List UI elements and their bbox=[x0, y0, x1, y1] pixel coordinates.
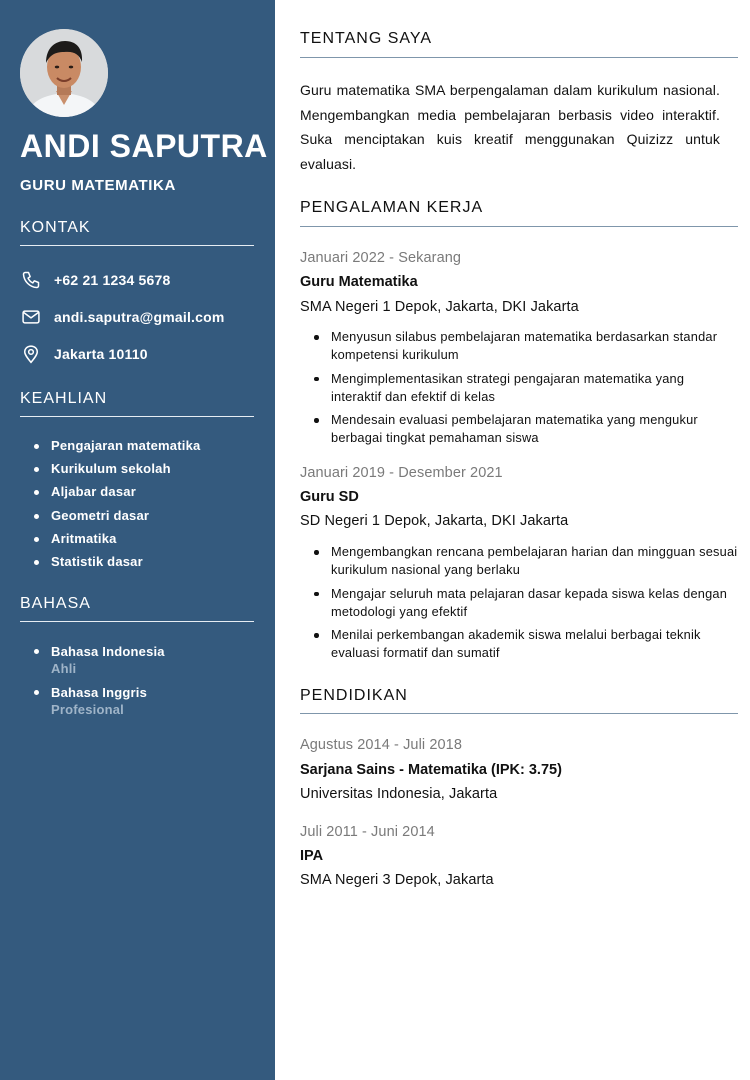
contact-location bbox=[20, 343, 148, 365]
contact-heading: KONTAK bbox=[20, 219, 91, 236]
about-divider bbox=[300, 57, 738, 58]
language-item bbox=[34, 643, 165, 684]
skill-item: Kurikulum sekolah bbox=[34, 457, 200, 480]
job-bullet: Menyusun silabus pembelajaran matematika berdasarkan standar kompetensi kurikulum bbox=[314, 328, 738, 364]
job-place: SMA Negeri 1 Depok, Jakarta, DKI Jakarta bbox=[300, 299, 579, 315]
education-school: Universitas Indonesia, Jakarta bbox=[300, 786, 498, 802]
phone-icon bbox=[20, 269, 42, 291]
experience-divider bbox=[300, 226, 738, 227]
skill-item: Pengajaran matematika bbox=[34, 434, 200, 457]
job-bullet: Mengimplementasikan strategi pengajaran matematika yang interaktif dan efektif di kelas bbox=[314, 370, 738, 406]
education-heading: PENDIDIKAN bbox=[300, 687, 408, 704]
job-bullet: Mendesain evaluasi pembelajaran matematika yang mengukur berbagai tingkat pemahaman siswa bbox=[314, 411, 738, 447]
email-address: andi.saputra@gmail.com bbox=[54, 309, 225, 325]
candidate-role: GURU MATEMATIKA bbox=[20, 177, 176, 194]
language-name: Bahasa Indonesia bbox=[51, 644, 165, 659]
avatar bbox=[20, 29, 108, 117]
sidebar bbox=[0, 0, 275, 1080]
skill-item: Geometri dasar bbox=[34, 504, 200, 527]
language-level: Profesional bbox=[51, 702, 124, 717]
education-date: Agustus 2014 - Juli 2018 bbox=[300, 737, 463, 753]
education-school: SMA Negeri 3 Depok, Jakarta bbox=[300, 872, 494, 888]
job-bullet: Menilai perkembangan akademik siswa melalui berbagai teknik evaluasi formatif dan sumatif bbox=[314, 626, 738, 662]
skill-item: Statistik dasar bbox=[34, 550, 200, 573]
language-level: Ahli bbox=[51, 661, 77, 676]
mail-icon bbox=[20, 306, 42, 328]
job-bullet: Mengajar seluruh mata pelajaran dasar kepada siswa kelas dengan metodologi yang efektif bbox=[314, 585, 738, 621]
languages-heading: BAHASA bbox=[20, 595, 91, 612]
contact-phone[interactable] bbox=[20, 269, 170, 291]
job-date: Januari 2019 - Desember 2021 bbox=[300, 465, 503, 481]
job-title: Guru SD bbox=[300, 489, 359, 505]
job-title: Guru Matematika bbox=[300, 274, 418, 290]
skills-list bbox=[34, 434, 200, 573]
about-heading: TENTANG SAYA bbox=[300, 30, 433, 47]
contact-divider bbox=[20, 245, 254, 246]
language-item bbox=[34, 684, 165, 725]
education-degree: Sarjana Sains - Matematika (IPK: 3.75) bbox=[300, 762, 562, 778]
languages-divider bbox=[20, 621, 254, 622]
skill-item: Aritmatika bbox=[34, 527, 200, 550]
job-place: SD Negeri 1 Depok, Jakarta, DKI Jakarta bbox=[300, 513, 569, 529]
experience-heading: PENGALAMAN KERJA bbox=[300, 199, 484, 216]
job-bullets bbox=[314, 328, 738, 453]
location-pin-icon bbox=[20, 343, 42, 365]
about-text: Guru matematika SMA berpengalaman dalam kurikulum nasional. Mengembangkan media pembelajaran berbasis video interaktif. Suka menciptakan kuis kreatif menggunakan Quizizz untuk evaluasi. bbox=[300, 82, 720, 172]
language-name: Bahasa Inggris bbox=[51, 685, 147, 700]
job-date: Januari 2022 - Sekarang bbox=[300, 250, 462, 266]
phone-number: +62 21 1234 5678 bbox=[54, 272, 171, 288]
education-date: Juli 2011 - Juni 2014 bbox=[300, 824, 435, 840]
education-degree: IPA bbox=[300, 848, 324, 864]
languages-list bbox=[34, 643, 165, 725]
candidate-name: ANDI SAPUTRA bbox=[20, 128, 268, 164]
profile-photo bbox=[20, 29, 108, 117]
job-bullets bbox=[314, 543, 738, 668]
education-divider bbox=[300, 713, 738, 714]
skills-divider bbox=[20, 416, 254, 417]
skills-heading: KEAHLIAN bbox=[20, 390, 108, 407]
contact-email[interactable] bbox=[20, 306, 225, 328]
location-text: Jakarta 10110 bbox=[54, 346, 148, 362]
skill-item: Aljabar dasar bbox=[34, 480, 200, 503]
job-bullet: Mengembangkan rencana pembelajaran harian dan mingguan sesuai kurikulum nasional yang berlaku bbox=[314, 543, 738, 579]
